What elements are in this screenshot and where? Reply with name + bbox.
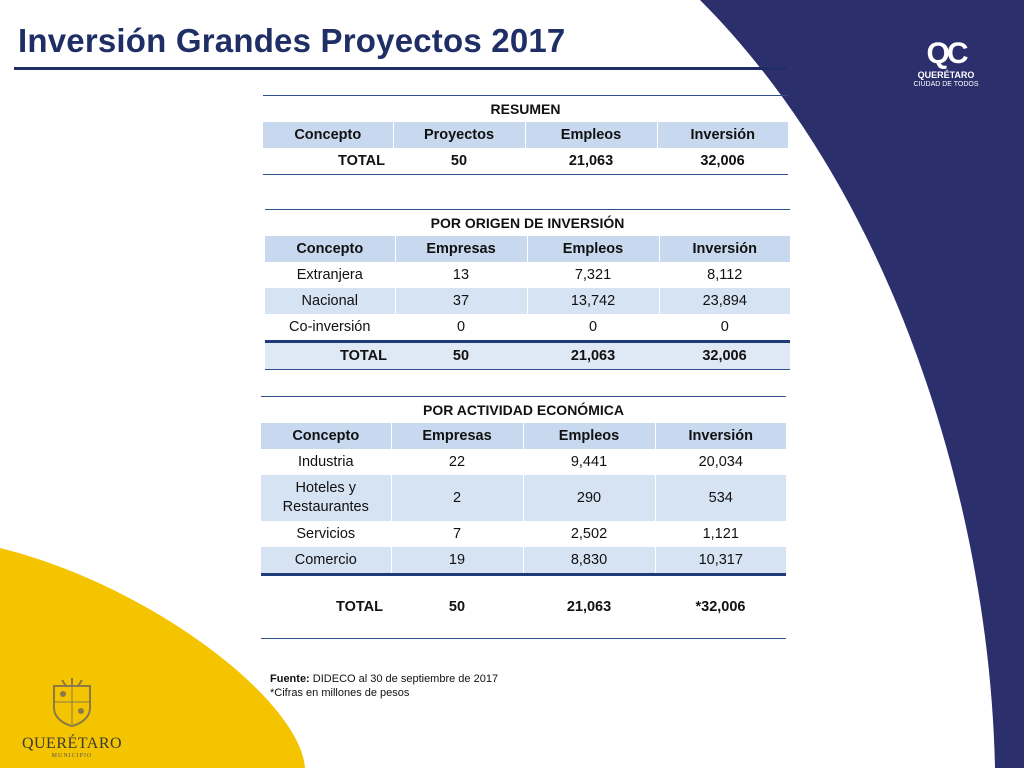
- origen-caption: POR ORIGEN DE INVERSIÓN: [265, 210, 790, 237]
- total-row: [261, 575, 786, 639]
- table-cell: 13,742: [527, 288, 659, 314]
- column-header: Concepto: [261, 423, 391, 449]
- table-cell: 7,321: [527, 262, 659, 288]
- origen-table: [265, 209, 790, 370]
- table-cell: 8,112: [659, 262, 790, 288]
- table-row: [265, 314, 790, 342]
- table-row: [265, 262, 790, 288]
- total-row: [263, 148, 788, 175]
- table-cell: 50: [395, 342, 527, 370]
- table-cell: 0: [659, 314, 790, 342]
- table-cell: 0: [527, 314, 659, 342]
- table-cell: Nacional: [265, 288, 395, 314]
- column-header: Concepto: [263, 122, 393, 148]
- table-header-row: [263, 122, 788, 148]
- title-underline: [14, 67, 786, 70]
- page-title: Inversión Grandes Proyectos 2017: [18, 22, 566, 59]
- qc-logo-mark: QC: [926, 37, 966, 70]
- table-cell: 2: [391, 475, 523, 521]
- actividad-table: [261, 396, 786, 639]
- municipio-logo: [20, 678, 124, 758]
- column-header: Inversión: [657, 122, 788, 148]
- table-cell: Hoteles y Restaurantes: [261, 475, 391, 521]
- table-cell: 50: [393, 148, 525, 175]
- total-label: TOTAL: [261, 575, 391, 639]
- table-row: [261, 521, 786, 547]
- source-text: DIDECO al 30 de septiembre de 2017: [309, 673, 499, 685]
- table-cell: 10,317: [655, 547, 786, 575]
- column-header: Inversión: [655, 423, 786, 449]
- table-caption-row: [265, 210, 790, 237]
- table-cell: Comercio: [261, 547, 391, 575]
- table-header-row: [265, 236, 790, 262]
- column-header: Empleos: [525, 122, 657, 148]
- table-cell: 21,063: [527, 342, 659, 370]
- table-cell: 37: [395, 288, 527, 314]
- table-cell: 50: [391, 575, 523, 639]
- table-cell: 20,034: [655, 449, 786, 475]
- table-caption-row: [263, 96, 788, 123]
- table-cell: Servicios: [296, 526, 356, 542]
- column-header: Concepto: [265, 236, 395, 262]
- table-header-row: [261, 423, 786, 449]
- table-row: [261, 547, 786, 575]
- currency-note: *Cifras en millones de pesos: [270, 687, 410, 699]
- table-cell: 9,441: [523, 449, 655, 475]
- table-cell: Co-inversión: [289, 319, 371, 335]
- source-footnote: [270, 672, 498, 700]
- column-header: Empleos: [523, 423, 655, 449]
- qc-logo-name: QUERÉTARO: [917, 70, 975, 80]
- municipio-name: QUERÉTARO: [21, 735, 123, 752]
- column-header: Empresas: [395, 236, 527, 262]
- table-cell: 0: [395, 314, 527, 342]
- table-cell: 534: [655, 475, 786, 521]
- table-cell: 32,006: [659, 342, 790, 370]
- table-cell: Industria: [297, 454, 354, 470]
- table-cell: 8,830: [523, 547, 655, 575]
- table-cell: Extranjera: [296, 267, 363, 283]
- table-cell: 23,894: [659, 288, 790, 314]
- table-row: [261, 449, 786, 475]
- column-header: Inversión: [659, 236, 790, 262]
- table-cell: 290: [523, 475, 655, 521]
- column-header: Empleos: [527, 236, 659, 262]
- total-label: TOTAL: [263, 148, 393, 175]
- column-header: Proyectos: [393, 122, 525, 148]
- table-cell: 22: [391, 449, 523, 475]
- municipio-subtitle: MUNICIPIO: [51, 753, 93, 759]
- coat-of-arms-icon: [44, 678, 100, 728]
- table-cell: 1,121: [655, 521, 786, 547]
- table-row: [265, 288, 790, 314]
- table-cell: 19: [391, 547, 523, 575]
- column-header: Empresas: [391, 423, 523, 449]
- table-cell: 13: [395, 262, 527, 288]
- actividad-caption: POR ACTIVIDAD ECONÓMICA: [261, 397, 786, 424]
- table-cell: 2,502: [523, 521, 655, 547]
- resumen-table: [263, 95, 788, 175]
- total-row: [265, 342, 790, 370]
- resumen-caption: RESUMEN: [263, 96, 788, 123]
- total-label: TOTAL: [265, 342, 395, 370]
- table-cell: 32,006: [657, 148, 788, 175]
- queretaro-qc-logo: [906, 38, 986, 108]
- table-row: [261, 475, 786, 521]
- table-cell: 21,063: [523, 575, 655, 639]
- table-cell: *32,006: [655, 575, 786, 639]
- table-cell: 7: [391, 521, 523, 547]
- table-caption-row: [261, 397, 786, 424]
- table-cell: 21,063: [525, 148, 657, 175]
- qc-logo-tagline: CIUDAD DE TODOS: [913, 81, 979, 88]
- source-label: Fuente:: [270, 673, 310, 685]
